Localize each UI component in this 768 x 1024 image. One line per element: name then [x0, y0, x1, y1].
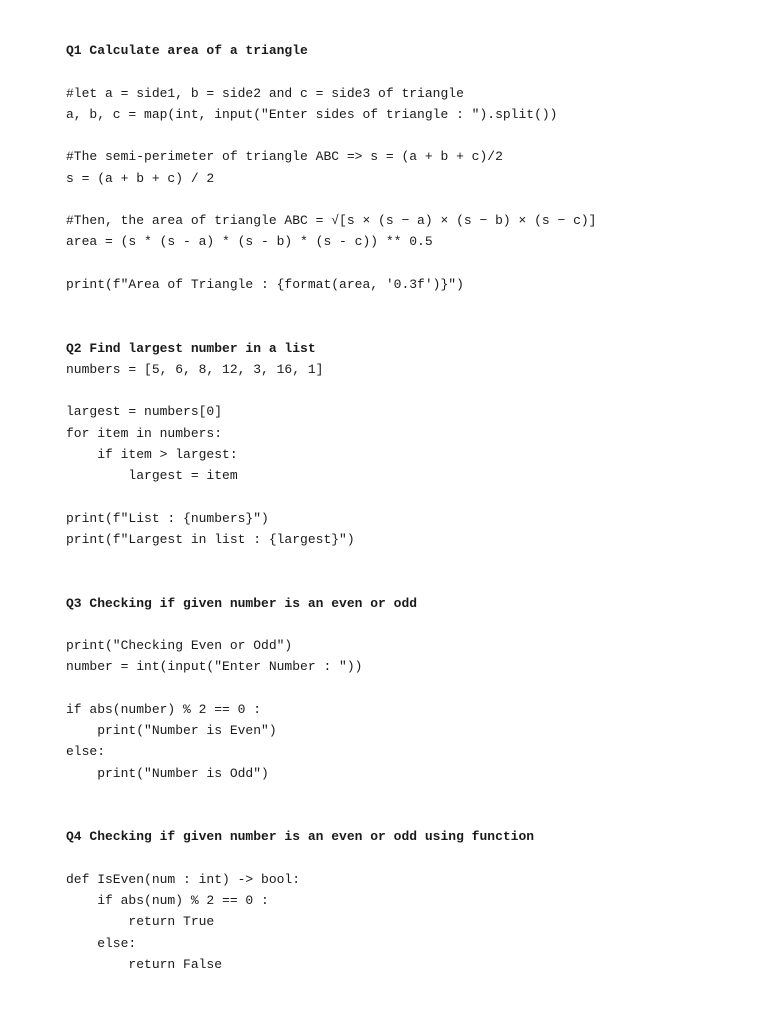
code-line: print("Number is Odd") — [66, 765, 269, 781]
blank-line — [66, 678, 756, 699]
document-content — [66, 40, 756, 975]
code-line: print(f"Area of Triangle : {format(area, '0.3f')}") — [66, 276, 464, 292]
blank-line — [66, 848, 756, 869]
document-page — [66, 40, 756, 975]
blank-line — [66, 784, 756, 805]
blank-line — [66, 571, 756, 592]
question-heading: Q2 Find largest number in a list — [66, 340, 316, 356]
code-line: return False — [66, 956, 223, 972]
code-line: #The semi-perimeter of triangle ABC => s = (a + b + c)/2 — [66, 149, 503, 165]
code-line: def IsEven(num : int) -> bool: — [66, 871, 301, 887]
code-line: print("Checking Even or Odd") — [66, 638, 293, 653]
code-line: if abs(num) % 2 == 0 : — [66, 893, 269, 908]
question-heading: Q4 Checking if given number is an even or odd using function — [66, 829, 535, 845]
code-line: else: — [66, 935, 137, 951]
blank-line — [66, 550, 756, 571]
question-heading: Q1 Calculate area of a triangle — [66, 43, 308, 58]
blank-line — [66, 805, 756, 826]
code-line: numbers = [5, 6, 8, 12, 3, 16, 1] — [66, 361, 324, 377]
blank-line — [66, 125, 756, 146]
code-line: if item > largest: — [66, 446, 238, 462]
blank-line — [66, 295, 756, 316]
blank-line — [66, 614, 756, 635]
question-section — [66, 40, 756, 338]
blank-line — [66, 380, 756, 401]
code-line: print(f"List : {numbers}") — [66, 510, 269, 526]
blank-line — [66, 61, 756, 82]
code-line: print(f"Largest in list : {largest}") — [66, 531, 355, 547]
code-line: if abs(number) % 2 == 0 : — [66, 701, 262, 717]
code-line: a, b, c = map(int, input("Enter sides of triangle : ").split()) — [66, 106, 558, 122]
question-section — [66, 338, 756, 593]
blank-line — [66, 189, 756, 210]
code-line: #let a = side1, b = side2 and c = side3 of triangle — [66, 85, 464, 101]
question-section — [66, 593, 756, 827]
code-line: s = (a + b + c) / 2 — [66, 170, 215, 186]
code-line: largest = item — [66, 468, 238, 483]
code-line: area = (s * (s - a) * (s - b) * (s - c)) ** 0.5 — [66, 234, 433, 250]
question-section — [66, 826, 756, 975]
blank-line — [66, 316, 756, 337]
code-line: return True — [66, 914, 215, 930]
code-line: for item in numbers: — [66, 425, 223, 441]
code-line: largest = numbers[0] — [66, 404, 223, 420]
code-line: number = int(input("Enter Number : ")) — [66, 659, 363, 675]
blank-line — [66, 253, 756, 274]
code-line: #Then, the area of triangle ABC = √[s × (s − a) × (s − b) × (s − c)] — [66, 213, 597, 228]
code-line: print("Number is Even") — [66, 723, 277, 738]
code-line: else: — [66, 744, 106, 760]
blank-line — [66, 486, 756, 507]
question-heading: Q3 Checking if given number is an even or odd — [66, 595, 418, 611]
